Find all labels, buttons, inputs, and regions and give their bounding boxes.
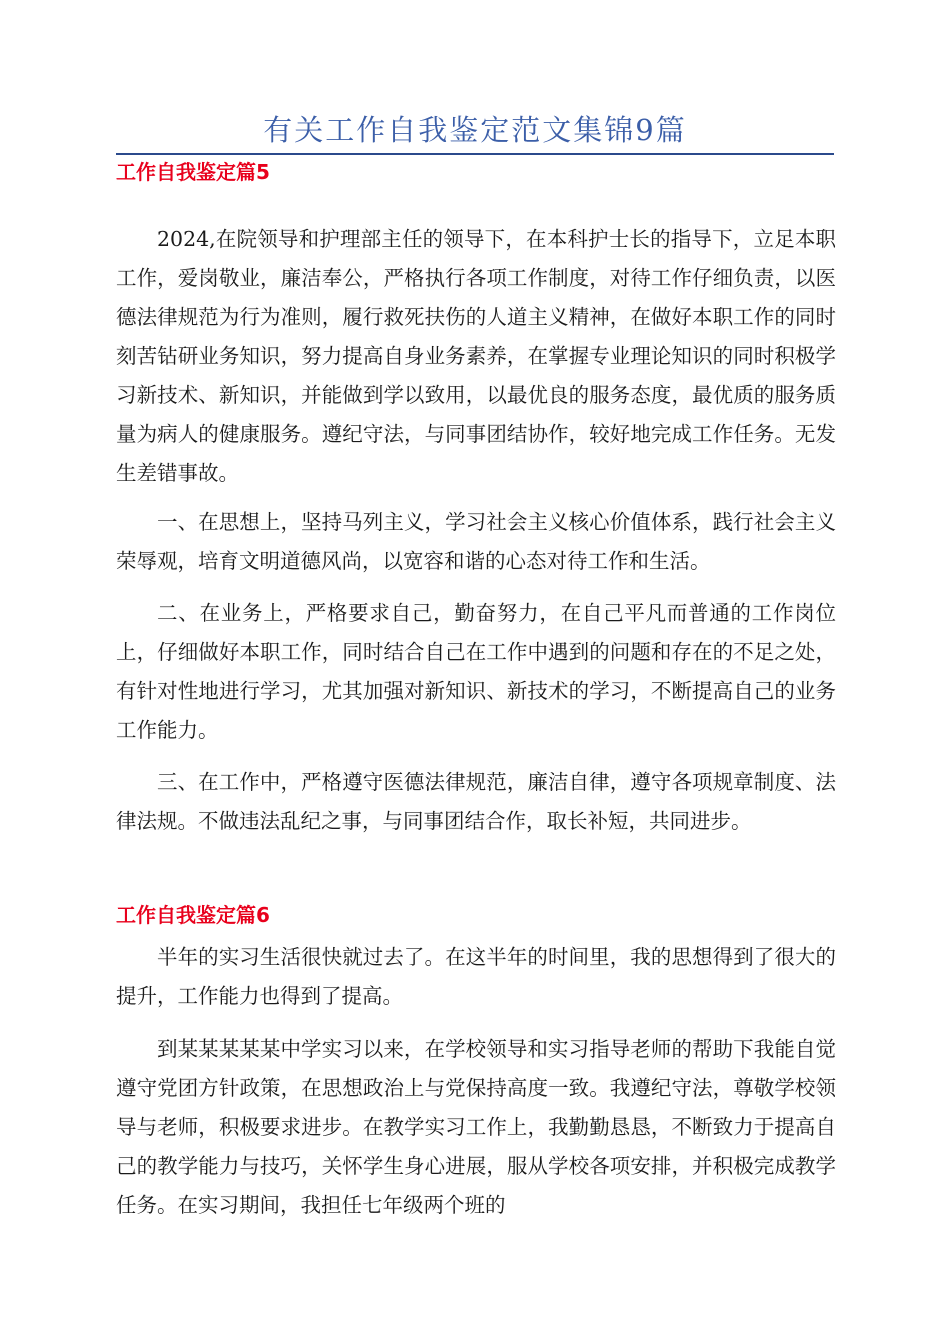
paragraph-6-2: 到某某某某某中学实习以来，在学校领导和实习指导老师的帮助下我能自觉遵守党团方针政策，在思想政治上与党保持高度一致。我遵纪守法，尊敬学校领导与老师，积极要求进步。在教学实习工作上，我勤勤恳恳，不断致力于提高自己的教学能力与技巧，关怀学生身心进展，服从学校各项安排，并积极完成教学任务。在实习期间，我担任七年级两个班的 <box>116 1037 836 1217</box>
title-underline <box>116 153 834 155</box>
paragraph-5-3: 二、在业务上，严格要求自己，勤奋努力，在自己平凡而普通的工作岗位上，仔细做好本职工作，同时结合自己在工作中遇到的问题和存在的不足之处，有针对性地进行学习，尤其加强对新知识、新技术的学习，不断提高自己的业务工作能力。 <box>116 601 836 742</box>
section-heading-6: 工作自我鉴定篇6 <box>116 903 270 927</box>
paragraph-5-2: 一、在思想上，坚持马列主义，学习社会主义核心价值体系，践行社会主义荣辱观，培育文明道德风尚，以宽容和谐的心态对待工作和生活。 <box>116 510 836 573</box>
paragraph-5-1: 2024,在院领导和护理部主任的领导下，在本科护士长的指导下，立足本职工作，爱岗敬业，廉洁奉公，严格执行各项工作制度，对待工作仔细负责，以医德法律规范为行为准则，履行救死扶伤的人道主义精神，在做好本职工作的同时刻苦钻研业务知识，努力提高自身业务素养，在掌握专业理论知识的同时积极学习新技术、新知识，并能做到学以致用，以最优良的服务态度，最优质的服务质量为病人的健康服务。遵纪守法，与同事团结协作，较好地完成工作任务。无发生差错事故。 <box>116 227 836 485</box>
paragraph-6-1: 半年的实习生活很快就过去了。在这半年的时间里，我的思想得到了很大的提升，工作能力也得到了提高。 <box>116 945 836 1008</box>
paragraph-5-4: 三、在工作中，严格遵守医德法律规范，廉洁自律，遵守各项规章制度、法律法规。不做违法乱纪之事，与同事团结合作，取长补短，共同进步。 <box>116 770 836 833</box>
section-heading-5: 工作自我鉴定篇5 <box>116 160 270 184</box>
document-title: 有关工作自我鉴定范文集锦9篇 <box>263 113 687 147</box>
